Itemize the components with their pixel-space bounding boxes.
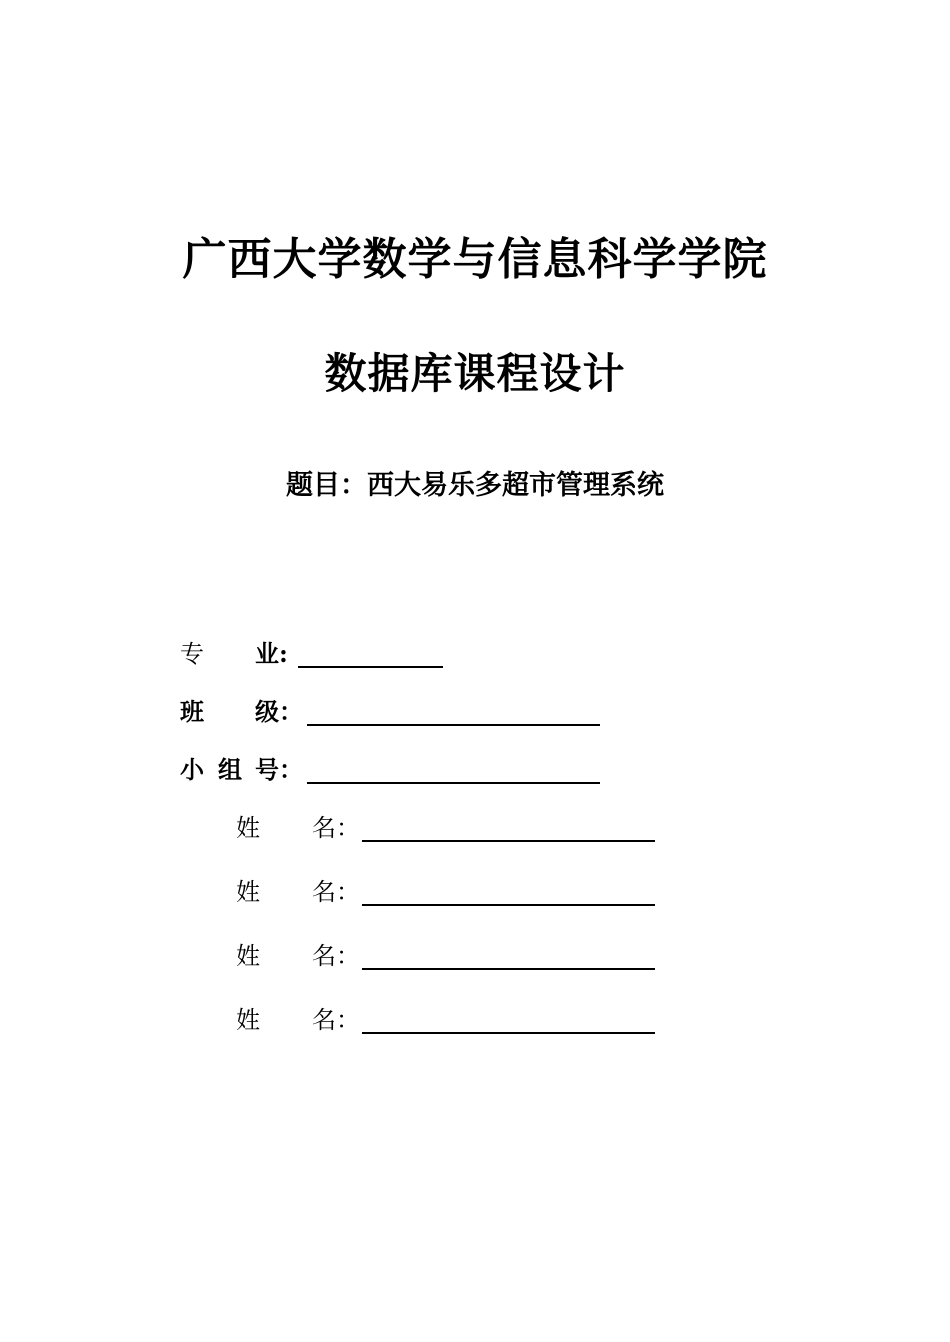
major-blank-line[interactable] [298,666,443,668]
name-field-1 [0,810,950,846]
project-topic: 题目：西大易乐多超市管理系统 [286,470,664,501]
name-blank-line-3[interactable] [362,968,655,970]
name-label-char-2: 名： [312,942,360,970]
group-label-char-3: 号： [255,755,303,784]
school-title: 广西大学数学与信息科学学院 [182,234,768,285]
name-field-3 [0,938,950,974]
name-blank-line-4[interactable] [362,1032,655,1034]
name-label-char-1: 姓 [236,1006,260,1034]
name-field-4 [0,1002,950,1038]
name-label-char-1: 姓 [236,814,260,842]
name-label-char-2: 名： [312,878,360,906]
name-blank-line-2[interactable] [362,904,655,906]
major-field [0,636,950,672]
class-field [0,694,950,730]
name-label-char-2: 名： [312,814,360,842]
major-label-char-2: 业: [255,639,288,668]
group-number-field [0,752,950,788]
name-label-char-1: 姓 [236,942,260,970]
group-label-char-1: 小 [180,755,204,784]
name-field-2 [0,874,950,910]
course-title: 数据库课程设计 [324,349,626,398]
class-blank-line[interactable] [307,724,600,726]
name-label-char-1: 姓 [236,878,260,906]
name-blank-line-1[interactable] [362,840,655,842]
group-label-char-2: 组 [218,755,242,784]
major-label-char-1: 专 [180,640,204,668]
class-label-char-1: 班 [180,697,204,726]
name-label-char-2: 名： [312,1006,360,1034]
class-label-char-2: 级： [255,697,303,726]
group-number-blank-line[interactable] [307,782,600,784]
